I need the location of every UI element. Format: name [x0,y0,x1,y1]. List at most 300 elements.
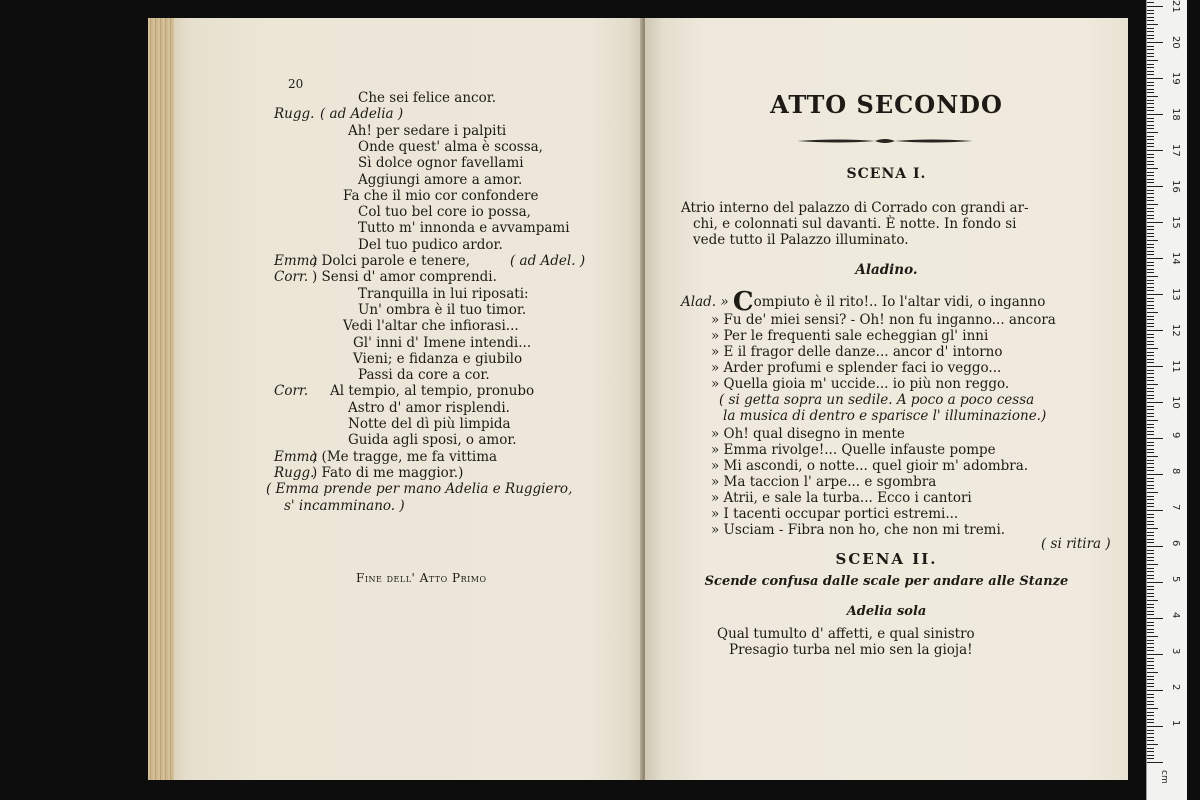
ruler-tick [1147,344,1154,345]
open-book [148,18,1128,780]
ruler-tick [1147,280,1154,281]
measuring-ruler [1146,0,1187,800]
ruler-tick [1147,744,1158,745]
ruler-tick [1147,661,1154,662]
ruler-number: 3 [1170,648,1181,655]
ruler-tick [1147,56,1154,57]
ruler-tick [1147,668,1154,669]
ruler-tick [1147,463,1154,464]
ruler-tick [1147,737,1154,738]
ruler-number: 12 [1170,324,1181,337]
ruler-tick [1147,298,1154,299]
ruler-tick [1147,236,1154,237]
ruler-tick [1147,442,1154,443]
ruler-number: 4 [1170,612,1181,619]
ruler-tick [1147,614,1154,615]
ruler-tick [1147,38,1154,39]
ruler-tick [1147,190,1154,191]
ruler-tick [1147,179,1154,180]
ruler-tick [1147,701,1154,702]
ruler-tick [1147,413,1154,414]
ruler-tick [1147,683,1154,684]
ruler-tick [1147,208,1154,209]
ruler-tick [1147,222,1163,223]
ruler-tick [1147,78,1163,79]
ruler-tick [1147,312,1158,313]
ruler-tick [1147,694,1154,695]
ruler-tick [1147,658,1154,659]
ruler-tick [1147,604,1154,605]
ruler-tick [1147,578,1154,579]
verse-line: Qual tumulto d' affetti, e qual sinistro [717,626,975,642]
verse-line: Un' ombra è il tuo timor. [358,301,527,318]
verse-line: Fa che il mio cor confondere [343,187,539,204]
ruler-tick [1147,71,1154,72]
ruler-tick [1147,82,1154,83]
verse-line: ) Dolci parole e tenere, [312,253,470,269]
ruler-tick [1147,712,1154,713]
ruler-tick [1147,64,1154,65]
ruler-tick [1147,622,1154,623]
ruler-tick [1147,74,1154,75]
ruler-tick [1147,89,1154,90]
ruler-tick [1147,524,1154,525]
ruler-tick [1147,330,1163,331]
character-name: Aladino. [855,262,918,278]
aside-direction: ( ad Adel. ) [510,253,586,269]
ruler-tick [1147,611,1154,612]
ruler-tick [1147,629,1154,630]
ruler-tick [1147,420,1158,421]
ruler-tick [1147,287,1154,288]
ruler-tick [1147,704,1154,705]
ruler-tick [1147,474,1163,475]
ruler-tick [1147,546,1163,547]
ruler-tick [1147,456,1158,457]
speaker-label: Rugg. [274,464,315,481]
scene1-desc-line3: vede tutto il Palazzo illuminato. [693,232,909,248]
ruler-tick [1147,128,1154,129]
exit-direction: ( si ritira ) [1041,536,1111,552]
ruler-tick [1147,427,1154,428]
verse-line: Tranquilla in lui riposati: [358,285,529,302]
ruler-number: 15 [1170,216,1181,229]
ruler-tick [1147,17,1154,18]
ruler-tick [1147,103,1154,104]
ruler-tick [1147,722,1154,723]
ruler-tick [1147,550,1154,551]
ruler-tick [1147,517,1154,518]
verse-line: Tutto m' innonda e avvampami [358,220,570,237]
ruler-tick [1147,618,1163,619]
ruler-tick [1147,647,1154,648]
ruler-tick [1147,715,1154,716]
ruler-number: 7 [1170,504,1181,511]
verse-line: ( ad Adelia ) [320,106,404,123]
ruler-tick [1147,100,1154,101]
ruler-tick [1147,247,1154,248]
ruler-tick [1147,589,1154,590]
ruler-tick [1147,341,1154,342]
ruler-tick [1147,229,1154,230]
verse-line: Sì dolce ognor favellami [358,155,524,172]
verse-text: ompiuto è il rito!.. Io l'altar vidi, o inganno [753,294,1046,310]
ruler-tick [1147,434,1154,435]
ruler-tick [1147,136,1154,137]
ruler-tick [1147,193,1154,194]
ruler-tick [1147,402,1163,403]
ruler-tick [1147,233,1154,234]
ruler-number: 17 [1170,144,1181,157]
ruler-tick [1147,460,1154,461]
speaker-label: Emma [274,448,318,465]
speaker-label: Rugg. [274,106,315,123]
ruler-tick [1147,488,1154,489]
ruler-tick [1147,380,1154,381]
ruler-tick [1147,726,1163,727]
ruler-tick [1147,438,1163,439]
verse-line: » Per le frequenti sale echeggian gl' inni [711,328,989,344]
ruler-tick [1147,258,1163,259]
ruler-tick [1147,593,1154,594]
ruler-tick [1147,373,1154,374]
ruler-tick [1147,139,1154,140]
ruler-tick [1147,665,1154,666]
ruler-tick [1147,283,1154,284]
ruler-number: 21 [1170,0,1181,13]
verse-line: Passi da core a cor. [358,367,490,384]
ruler-tick [1147,168,1158,169]
ruler-tick [1147,20,1154,21]
verse-line: » Emma rivolge!... Quelle infauste pompe [711,442,996,458]
ruler-tick [1147,143,1154,144]
speaker-label: Corr. [274,269,309,286]
ruler-tick [1147,10,1154,11]
ruler-tick [1147,542,1154,543]
end-of-act-note: Fine dell' Atto Primo [356,571,487,585]
ruler-number: 11 [1170,360,1181,373]
ruler-tick [1147,218,1154,219]
verse-line: Guida agli sposi, o amor. [348,432,517,449]
ruler-tick [1147,553,1154,554]
ruler-tick [1147,92,1154,93]
verse-line: ) (Me tragge, me fa vittima [312,448,498,465]
ruler-tick [1147,388,1154,389]
ruler-tick [1147,395,1154,396]
ruler-tick [1147,528,1158,529]
ruler-tick [1147,319,1154,320]
verse-line: » Ma taccion l' arpe... e sgombra [711,474,937,490]
ruler-tick [1147,348,1158,349]
ruler-number: 16 [1170,180,1181,193]
ruler-tick [1147,146,1154,147]
first-verse-line [681,287,1046,317]
ruler-tick [1147,416,1154,417]
ruler-tick [1147,409,1154,410]
verse-line: s' incamminano. ) [284,497,405,514]
ruler-tick [1147,449,1154,450]
ruler-tick [1147,640,1154,641]
ruler-tick [1147,557,1154,558]
ruler-tick [1147,391,1154,392]
scene2-title: SCENA II. [835,550,938,568]
ruler-tick [1147,323,1154,324]
ruler-tick [1147,532,1154,533]
ruler-tick [1147,182,1154,183]
ruler-number: 1 [1170,720,1181,727]
ruler-tick [1147,751,1154,752]
ruler-tick [1147,110,1154,111]
ruler-tick [1147,398,1154,399]
ruler-tick [1147,301,1154,302]
ruler-tick [1147,654,1163,655]
ruler-tick [1147,568,1154,569]
ruler-tick [1147,607,1154,608]
ruler-tick [1147,632,1154,633]
verse-line: » Arder profumi e splender faci io veggo... [711,360,1002,376]
verse-line: Gl' inni d' Imene intendi... [353,334,532,351]
ruler-tick [1147,758,1154,759]
ruler-tick [1147,6,1163,7]
ruler-tick [1147,60,1158,61]
ruler-tick [1147,481,1154,482]
ruler-number: 6 [1170,540,1181,547]
ruler-tick [1147,186,1163,187]
ruler-tick [1147,121,1154,122]
verse-line: » E il fragor delle danze... ancor d' intorno [711,344,1003,360]
ruler-tick [1147,539,1154,540]
verse-line: ( Emma prende per mano Adelia e Ruggiero, [266,481,573,498]
verse-line: Onde quest' alma è scossa, [358,138,543,155]
character-name-2: Adelia sola [846,604,927,619]
ruler-tick [1147,334,1154,335]
verse-line: Notte del dì più limpida [348,416,511,432]
verse-line: » Mi ascondi, o notte... quel gioir m' adombra. [711,458,1029,474]
verse-line: ) Fato di me maggior.) [312,464,464,481]
ruler-tick [1147,154,1154,155]
ruler-tick [1147,510,1163,511]
ruler-tick [1147,719,1154,720]
ruler-tick [1147,161,1154,162]
ruler-tick [1147,643,1154,644]
ruler-tick [1147,424,1154,425]
ruler-tick [1147,748,1154,749]
ruler-tick [1147,96,1158,97]
ruler-tick [1147,478,1154,479]
ruler-tick [1147,366,1163,367]
ruler-tick [1147,28,1154,29]
scene1-desc-line2: chi, e colonnati sul davanti. È notte. In fondo si [693,216,1017,232]
ruler-tick [1147,125,1154,126]
verse-line: » Fu de' miei sensi? - Oh! non fu inganno... ancora [711,312,1056,328]
ruler-tick [1147,499,1154,500]
page-number: 20 [288,77,304,91]
ruler-tick [1147,377,1154,378]
ruler-tick [1147,35,1154,36]
ruler-tick [1147,697,1154,698]
scene1-title: SCENA I. [846,166,927,182]
ruler-tick [1147,679,1154,680]
ruler-tick [1147,326,1154,327]
ruler-tick [1147,370,1154,371]
verse-line: Al tempio, al tempio, pronubo [330,383,535,400]
ruler-tick [1147,564,1158,565]
ruler-tick [1147,521,1154,522]
ruler-tick [1147,200,1154,201]
ruler-tick [1147,316,1154,317]
ruler-tick [1147,269,1154,270]
left-page [148,18,643,780]
ruler-tick [1147,676,1154,677]
ruler-tick [1147,452,1154,453]
ruler-tick [1147,254,1154,255]
ruler-tick [1147,240,1158,241]
ruler-tick [1147,625,1154,626]
ruler-tick [1147,294,1163,295]
verse-line: Che sei felice ancor. [358,90,496,106]
stage-direction: la musica di dentro e sparisce l' illuminazione.) [723,408,1047,424]
verse-line: » I tacenti occupar portici estremi... [711,506,959,522]
ruler-tick [1147,362,1154,363]
ruler-tick [1147,596,1154,597]
verse-line: » Quella gioia m' uccide... io più non reggo. [711,376,1010,392]
ruler-tick [1147,496,1154,497]
ruler-tick [1147,384,1158,385]
ruler-tick [1147,265,1154,266]
verse-line: Vieni; e fidanza e giubilo [353,350,523,367]
ruler-tick [1147,730,1154,731]
ruler-tick [1147,636,1158,637]
ruler-tick [1147,2,1154,3]
ruler-number: 18 [1170,108,1181,121]
ruler-tick [1147,355,1154,356]
ruler-tick [1147,575,1154,576]
ruler-tick [1147,150,1163,151]
ruler-tick [1147,204,1158,205]
ruler-unit: cm [1159,770,1169,784]
speaker-label: Alad. » [681,294,729,310]
ruler-tick [1147,506,1154,507]
ruler-tick [1147,31,1154,32]
ruler-tick [1147,49,1154,50]
ruler-number: 9 [1170,432,1181,439]
ruler-tick [1147,290,1154,291]
ruler-tick [1147,503,1154,504]
ruler-tick [1147,686,1154,687]
ruler-tick [1147,586,1154,587]
verse-line: Col tuo bel core io possa, [358,204,531,221]
ruler-tick [1147,157,1154,158]
ruler-tick [1147,560,1154,561]
ruler-tick [1147,197,1154,198]
ruler-tick [1147,672,1158,673]
ruler-tick [1147,582,1163,583]
ruler-tick [1147,492,1158,493]
ornament-rule-icon [795,136,975,146]
ruler-tick [1147,262,1154,263]
speaker-label: Corr. [274,383,309,400]
ruler-number: 10 [1170,396,1181,409]
page-edges [148,18,174,780]
ruler-tick [1147,762,1163,763]
ruler-tick [1147,276,1158,277]
verse-line: » Oh! qual disegno in mente [711,426,905,442]
ruler-tick [1147,85,1154,86]
ruler-number: 2 [1170,684,1181,691]
ruler-tick [1147,53,1154,54]
verse-line: ) Sensi d' amor comprendi. [312,269,497,286]
scene2-description: Scende confusa dalle scale per andare alle Stanze [704,574,1069,589]
ruler-tick [1147,406,1154,407]
scene1-desc-line1: Atrio interno del palazzo di Corrado con grandi ar- [681,200,1029,216]
ruler-tick [1147,740,1154,741]
ruler-tick [1147,337,1154,338]
ruler-number: 20 [1170,36,1181,49]
ruler-tick [1147,172,1154,173]
ruler-tick [1147,118,1154,119]
stage-direction: ( si getta sopra un sedile. A poco a poco cessa [719,392,1035,408]
ruler-number: 8 [1170,468,1181,475]
act-title: ATTO SECONDO [770,90,1003,119]
ruler-tick [1147,650,1154,651]
ruler-tick [1147,132,1158,133]
ruler-tick [1147,600,1158,601]
ruler-tick [1147,514,1154,515]
ruler-tick [1147,305,1154,306]
ruler-tick [1147,431,1154,432]
ruler-tick [1147,352,1154,353]
verse-line: Astro d' amor risplendi. [348,399,510,416]
ruler-number: 19 [1170,72,1181,85]
ruler-tick [1147,571,1154,572]
ruler-tick [1147,359,1154,360]
ruler-tick [1147,211,1154,212]
ruler-tick [1147,67,1154,68]
verse-line: Ah! per sedare i palpiti [348,122,507,139]
ruler-number: 13 [1170,288,1181,301]
ruler-tick [1147,708,1158,709]
ruler-tick [1147,175,1154,176]
right-page [645,18,1128,780]
ruler-tick [1147,272,1154,273]
ruler-tick [1147,308,1154,309]
ruler-tick [1147,114,1163,115]
verse-line: » Usciam - Fibra non ho, che non mi tremi. [711,522,1006,538]
ruler-tick [1147,485,1154,486]
verse-line: Del tuo pudico ardor. [358,236,503,253]
verse-line: Presagio turba nel mio sen la gioja! [729,642,973,658]
ruler-tick [1147,24,1158,25]
drop-cap: C [732,287,754,317]
ruler-tick [1147,215,1154,216]
ruler-tick [1147,690,1163,691]
ruler-tick [1147,251,1154,252]
ruler-number: 14 [1170,252,1181,265]
verse-line: Aggiungi amore a amor. [358,171,523,188]
ruler-tick [1147,42,1163,43]
ruler-tick [1147,13,1154,14]
ruler-number: 5 [1170,576,1181,583]
verse-line: Vedi l'altar che infiorasi... [343,318,519,335]
ruler-tick [1147,164,1154,165]
speaker-label: Emma [274,253,318,269]
ruler-tick [1147,535,1154,536]
verse-line: » Atrii, e sale la turba... Ecco i cantori [711,490,972,506]
ruler-tick [1147,244,1154,245]
ruler-tick [1147,107,1154,108]
ruler-tick [1147,445,1154,446]
ruler-tick [1147,733,1154,734]
